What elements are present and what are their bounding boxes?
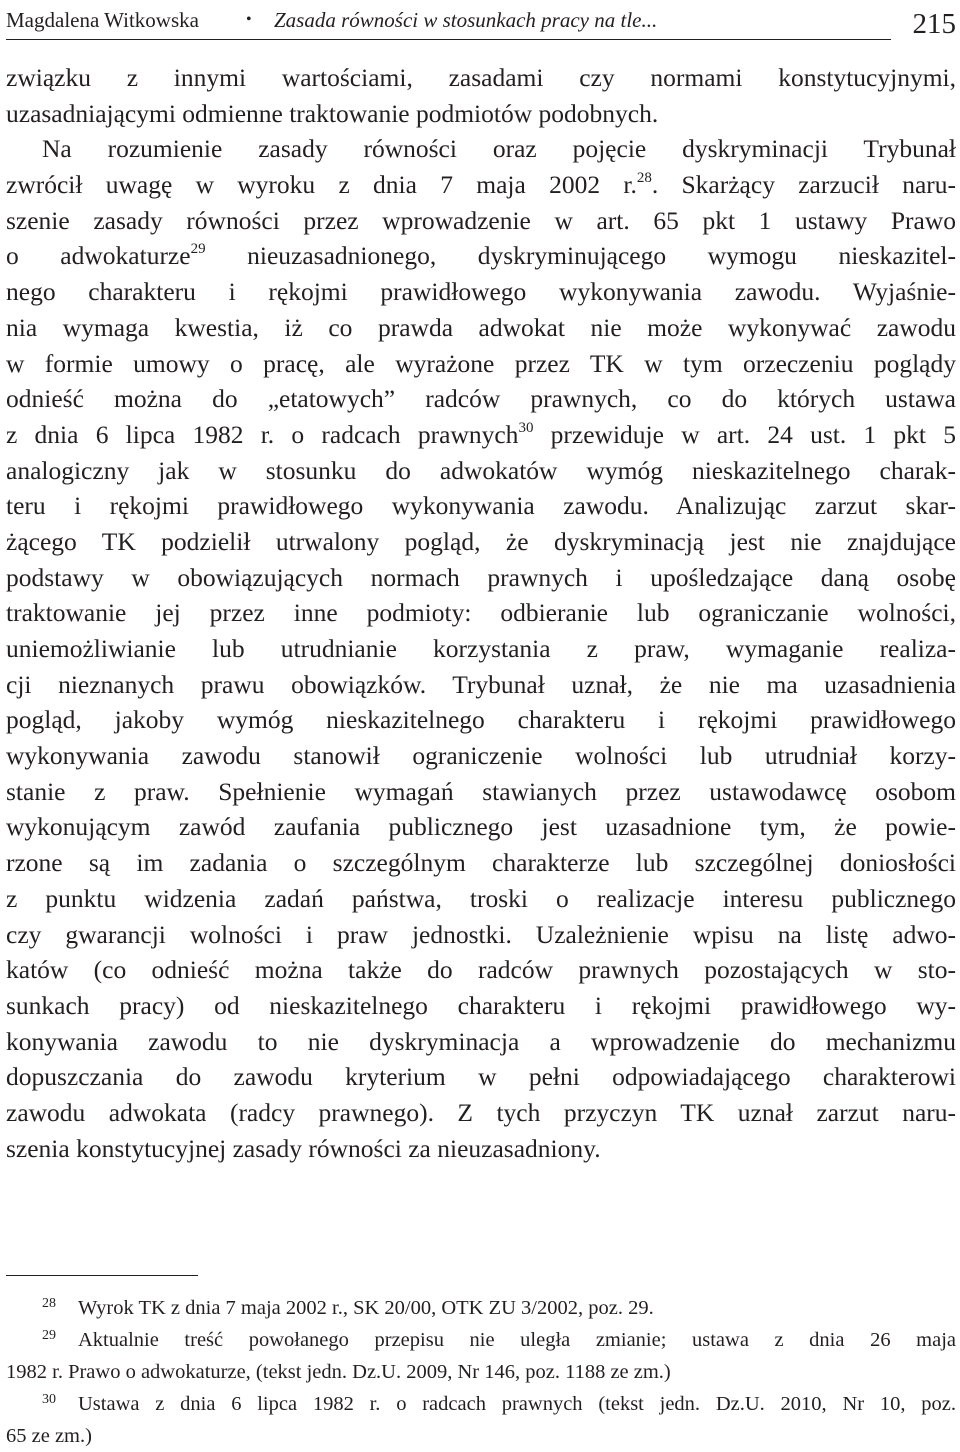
footnote-text: Ustawa z dnia 6 lipca 1982 r. o radcach prawnych (tekst jedn. Dz.U. 2010, Nr 10, poz.: [78, 1393, 956, 1415]
body-line: sunkach pracy) od nieskazitelnego charakteru i rękojmi prawidłowego wy-: [6, 990, 956, 1020]
footnote-ref-29[interactable]: 29: [190, 241, 206, 258]
body-line-part: przewiduje w art. 24 ust. 1 pkt 5: [533, 419, 957, 449]
body-line: stanie z praw. Spełnienie wymagań stawianych przez ustawodawcę osobom: [6, 776, 956, 806]
header-rule: [6, 39, 891, 40]
body-line-part: zwrócił uwagę w wyroku z dnia 7 maja 2002 r.: [6, 170, 637, 200]
body-line: zawodu adwokata (radcy prawnego). Z tych przyczyn TK uznał zarzut naru-: [6, 1097, 956, 1127]
body-line: podstawy w obowiązujących normach prawnych i upośledzające daną osobę: [6, 562, 956, 592]
body-line: z punktu widzenia zadań państwa, troski o realizacje interesu publicznego: [6, 883, 956, 913]
body-line: nego charakteru i rękojmi prawidłowego wykonywania zawodu. Wyjaśnie-: [6, 277, 956, 307]
body-line: czy gwarancji wolności i praw jednostki. Uzależnienie wpisu na listę adwo-: [6, 919, 956, 949]
body-line: związku z innymi wartościami, zasadami czy normami konstytucyjnymi,: [6, 63, 956, 92]
running-header: [6, 4, 956, 44]
body-line: cji nieznanych prawu obowiązków. Trybunał uznał, że nie ma uzasadnienia: [6, 669, 956, 699]
body-line: analogiczny jak w stosunku do adwokatów wymóg nieskazitelnego charak-: [6, 455, 956, 485]
footnote-ref-30[interactable]: 30: [518, 419, 534, 436]
footnote-29: 29 Aktualnie treść powołanego przepisu nie uległa zmianie; ustawa z dnia 26 maja: [42, 1328, 956, 1351]
footnote-29-cont: 1982 r. Prawo o adwokaturze, (tekst jedn. Dz.U. 2009, Nr 146, poz. 1188 ze zm.): [6, 1361, 671, 1383]
body-line-part: . Skarżący zarzucił naru-: [651, 170, 956, 200]
footnote-text: Wyrok TK z dnia 7 maja 2002 r., SK 20/00, OTK ZU 3/2002, poz. 29.: [78, 1297, 654, 1319]
body-line: uzasadniającymi odmienne traktowanie podmiotów podobnych.: [6, 98, 659, 128]
page-number: 215: [912, 8, 956, 40]
body-line-part: z dnia 6 lipca 1982 r. o radcach prawnych: [6, 419, 519, 449]
footnote-ref-28[interactable]: 28: [636, 170, 652, 187]
header-author: Magdalena Witkowska: [6, 8, 199, 32]
body-line-part: o adwokaturze: [6, 241, 191, 271]
body-line: pogląd, jakoby wymóg nieskazitelnego charakteru i rękojmi prawidłowego: [6, 705, 956, 735]
page: [6, 0, 956, 1445]
body-line: [6, 167, 956, 203]
footnote-text: Aktualnie treść powołanego przepisu nie uległa zmianie; ustawa z dnia 26 maja: [78, 1329, 956, 1351]
footnote-30-cont: 65 ze zm.): [6, 1425, 92, 1447]
body-line: katów (co odnieść można także do radców prawnych pozostających w sto-: [6, 955, 956, 985]
body-line: szenia konstytucyjnej zasady równości za nieuzasadniony.: [6, 1133, 601, 1163]
body-line: [6, 238, 956, 274]
body-line: wykonywania zawodu stanowił ograniczenie wolności lub utrudniał korzy-: [6, 741, 956, 771]
body-line: Na rozumienie zasady równości oraz pojęcie dyskryminacji Trybunał: [42, 134, 956, 164]
body-line: traktowanie jej przez inne podmioty: odbieranie lub ograniczanie wolności,: [6, 598, 956, 628]
body-line: odnieść można do „etatowych” radców prawnych, co do których ustawa: [6, 384, 956, 414]
body-line: nia wymaga kwestia, iż co prawda adwokat nie może wykonywać zawodu: [6, 312, 956, 342]
body-line: żącego TK podzielił utrwalony pogląd, że dyskryminacją jest nie znajdujące: [6, 526, 956, 556]
body-line: szenie zasady równości przez wprowadzenie w art. 65 pkt 1 ustawy Prawo: [6, 205, 956, 235]
footnote-28: 28 Wyrok TK z dnia 7 maja 2002 r., SK 20/00, OTK ZU 3/2002, poz. 29.: [42, 1296, 654, 1319]
footnote-separator: [6, 1275, 198, 1276]
footnotes: [6, 1292, 956, 1452]
body-line: uniemożliwianie lub utrudnianie korzystania z praw, wymaganie realiza-: [6, 634, 956, 663]
header-bullet: •: [246, 11, 252, 28]
footnote-30: 30 Ustawa z dnia 6 lipca 1982 r. o radcach prawnych (tekst jedn. Dz.U. 2010, Nr 10, poz.: [42, 1392, 956, 1415]
body-line: [6, 417, 956, 453]
header-title: Zasada równości w stosunkach pracy na tle...: [274, 8, 658, 32]
body-line: w formie umowy o pracę, ale wyrażone przez TK w tym orzeczeniu poglądy: [6, 348, 956, 378]
body-line: dopuszczania do zawodu kryterium w pełni odpowiadającego charakterowi: [6, 1062, 956, 1092]
body-line: teru i rękojmi prawidłowego wykonywania zawodu. Analizując zarzut skar-: [6, 491, 956, 521]
body-line-part: nieuzasadnionego, dyskryminującego wymogu nieskazitel-: [205, 241, 956, 271]
body-line: wykonującym zawód zaufania publicznego jest uzasadnione tym, że powie-: [6, 812, 956, 842]
body-line: konywania zawodu to nie dyskryminacja a wprowadzenie do mechanizmu: [6, 1026, 956, 1056]
body-text: [6, 60, 956, 1166]
body-line: rzone są im zadania o szczególnym charakterze lub szczególnej doniosłości: [6, 848, 956, 878]
